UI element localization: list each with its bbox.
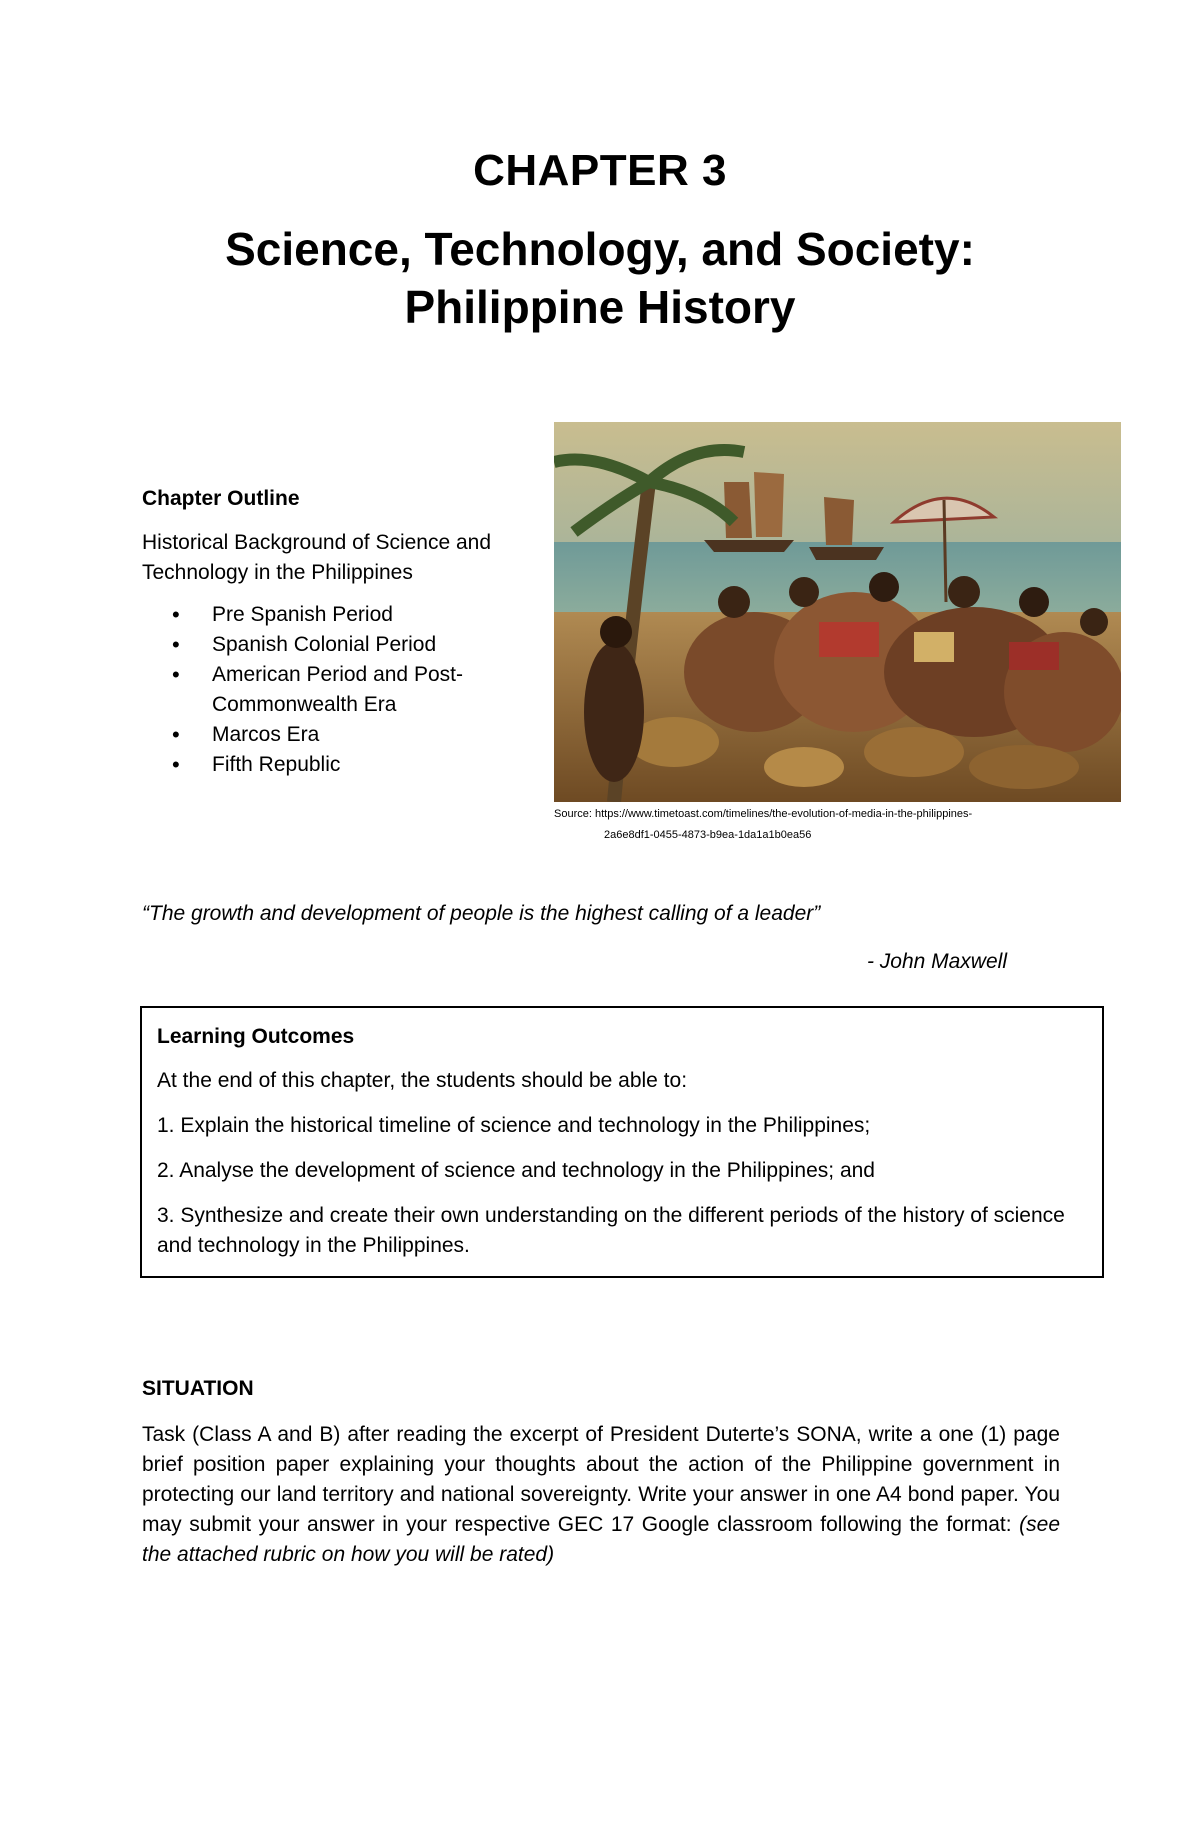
chapter-title — [0, 220, 1200, 336]
situation-heading: SITUATION — [142, 1377, 254, 1400]
historical-painting — [554, 422, 1121, 802]
situation-text: Task (Class A and B) after reading the excerpt of President Duterte’s SONA, write a one (1) page brief position paper explaining your thoughts about the action of the Philippine government in protecting our land territory and national sovereignty. Write your answer in one A4 bond paper. You may submit your answer in your respective GEC 17 Google classroom following the format: — [142, 1423, 1060, 1536]
image-source-line-2: 2a6e8df1-0455-4873-b9ea-1da1a1b0ea56 — [604, 829, 812, 841]
list-item: • American Period and Post-Commonwealth Era — [212, 660, 552, 720]
quote-text: “The growth and development of people is the highest calling of a leader” — [142, 902, 821, 925]
list-item: 2. Analyse the development of science and technology in the Philippines; and — [157, 1159, 875, 1182]
list-item: • Spanish Colonial Period — [212, 630, 552, 660]
learning-outcomes-box — [140, 1006, 1104, 1278]
learning-outcomes-intro: At the end of this chapter, the students should be able to: — [157, 1069, 688, 1092]
learning-outcomes-heading: Learning Outcomes — [157, 1025, 355, 1048]
chapter-label: CHAPTER 3 — [473, 146, 727, 195]
image-source-caption — [554, 804, 1121, 846]
image-source-line-1: Source: https://www.timetoast.com/timelines/the-evolution-of-media-in-the-philippines- — [554, 808, 973, 820]
quote-author: - John Maxwell — [866, 950, 1007, 973]
chapter-outline-list — [142, 600, 552, 780]
situation-body — [142, 1420, 1060, 1570]
chapter-outline — [142, 484, 552, 780]
list-item: • Marcos Era — [212, 720, 552, 750]
chapter-outline-heading: Chapter Outline — [142, 487, 300, 510]
chapter-title-line-2: Philippine History — [404, 281, 796, 333]
list-item: 3. Synthesize and create their own understanding on the different periods of the history of science and technology in the Philippines. — [157, 1204, 1065, 1257]
chapter-title-line-1: Science, Technology, and Society: — [225, 223, 975, 275]
list-item: • Fifth Republic — [212, 750, 552, 780]
chapter-outline-intro: Historical Background of Science and Technology in the Philippines — [142, 531, 492, 584]
rubric-note: (see the attached rubric on how you will be rated) — [142, 1513, 1060, 1566]
list-item: • Pre Spanish Period — [212, 600, 552, 630]
list-item: 1. Explain the historical timeline of science and technology in the Philippines; — [157, 1114, 871, 1137]
